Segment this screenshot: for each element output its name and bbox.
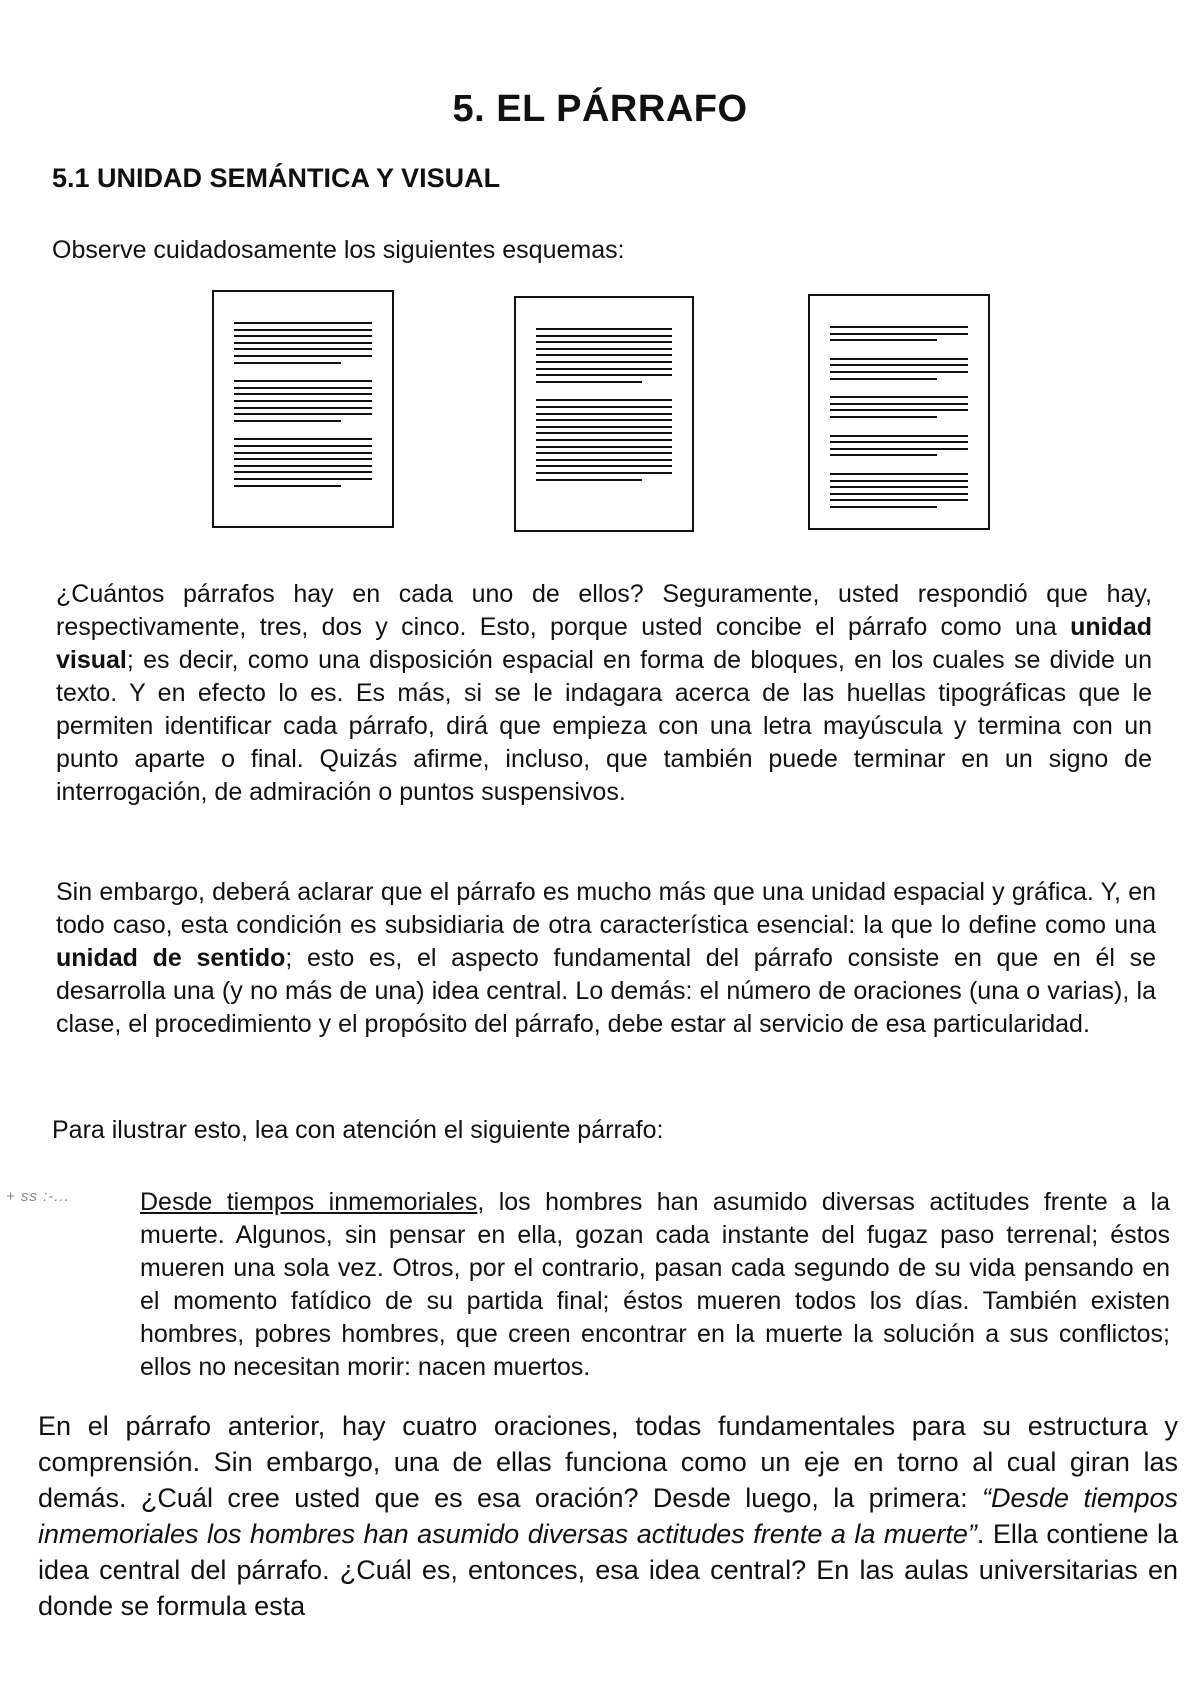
schema-text-line (536, 328, 672, 330)
schema-text-line (830, 441, 968, 443)
schema-text-line (234, 362, 341, 364)
bold-term-unit-of-meaning: unidad de sentido (56, 944, 286, 972)
schema-text-line (830, 499, 968, 501)
schema-text-line (234, 342, 372, 344)
paragraph-analysis (38, 1408, 1178, 1624)
paragraph-visual-unit (56, 578, 1152, 809)
schema-text-line (234, 438, 372, 440)
schema-text-line (536, 399, 672, 401)
schema-text-line (234, 420, 341, 422)
schema-text-line (830, 333, 968, 335)
paragraph4-text-continued: . Ella contiene la idea central del párrafo. ¿Cuál es, entonces, esa idea central? En las aulas universitarias en donde se formula esta (38, 1519, 1178, 1621)
paragraph2-text-continued: ; esto es, el aspecto fundamental del párrafo consiste en que en él se desarrolla una (y no más de una) idea central. Lo demás: el número de oraciones (una o varias), la clase, el procedimiento y el propósito del párrafo, debe estar al servicio de esa particularidad. (56, 944, 1156, 1038)
schema-text-line (830, 326, 968, 328)
paragraph2-text: Sin embargo, deberá aclarar que el párrafo es mucho más que una unidad espacial y gráfica. Y, en todo caso, esta condición es subsidiaria de otra característica esencial: la que lo define como una (56, 878, 1156, 939)
paragraph4-text: En el párrafo anterior, hay cuatro oraciones, todas fundamentales para su estructura y comprensión. Sin embargo, una de ellas funciona como un eje en torno al cual giran las demás. ¿Cuál cree usted que es esa oración? Desde luego, la primera: (38, 1411, 1178, 1513)
schema-text-line (234, 465, 372, 467)
schema-text-line (234, 485, 341, 487)
schema-text-line (536, 335, 672, 337)
schema-text-line (234, 478, 372, 480)
schema-text-line (234, 387, 372, 389)
schema-text-line (234, 400, 372, 402)
schema-text-line (830, 448, 968, 450)
bold-term-visual-unit: unidad visual (56, 613, 1152, 674)
schema-text-line (536, 439, 672, 441)
schema-text-line (536, 452, 672, 454)
schema-two-paragraphs (514, 296, 694, 532)
schema-text-line (234, 322, 372, 324)
schema-text-line (830, 506, 937, 508)
schema-text-line (234, 335, 372, 337)
page-title: 5. EL PÁRRAFO (452, 88, 748, 130)
schema-text-line (830, 364, 968, 366)
schema-text-line (830, 403, 968, 405)
schema-text-line (234, 471, 372, 473)
schema-text-line (830, 358, 968, 360)
schema-five-paragraphs (808, 294, 990, 530)
paragraph1-text-continued: ; es decir, como una disposición espacial en forma de bloques, en los cuales se divide un texto. Y en efecto lo es. Es más, si se le indagara acerca de las huellas tipográficas que le permiten identificar cada párrafo, dirá que empieza con una letra mayúscula y termina con un punto aparte o final. Quizás afirme, incluso, que también puede terminar en un signo de interrogación, de admiración o puntos suspensivos. (56, 646, 1152, 806)
schema-text-line (234, 413, 372, 415)
schema-text-line (536, 419, 672, 421)
schema-text-line (536, 432, 672, 434)
schema-three-paragraphs (212, 290, 394, 528)
schema-text-line (536, 374, 672, 376)
schema-text-line (536, 426, 672, 428)
paragraph-unit-of-meaning (56, 876, 1156, 1041)
schema-text-line (536, 341, 672, 343)
italic-quoted-sentence: “Desde tiempos inmemoriales los hombres han asumido diversas actitudes frente a la muerte” (38, 1483, 1178, 1549)
schema-text-line (536, 406, 672, 408)
schema-text-line (830, 480, 968, 482)
schema-text-line (830, 416, 937, 418)
quote-underlined-lead: Desde tiempos inmemoriales (140, 1188, 478, 1216)
schema-text-line (536, 354, 672, 356)
schema-text-line (830, 435, 968, 437)
schema-text-line (830, 396, 968, 398)
schema-text-line (536, 368, 672, 370)
schema-text-line (830, 493, 968, 495)
schema-text-line (234, 458, 372, 460)
schema-text-line (830, 371, 968, 373)
handwritten-margin-note: + ss :-... (6, 1188, 70, 1205)
schema-text-line (234, 407, 372, 409)
schema-text-line (536, 472, 672, 474)
schema-text-line (234, 445, 372, 447)
schema-text-line (536, 459, 672, 461)
schema-text-line (234, 452, 372, 454)
intro-text: Observe cuidadosamente los siguientes esquemas: (52, 236, 625, 264)
section-subtitle: 5.1 UNIDAD SEMÁNTICA Y VISUAL (52, 163, 501, 193)
schema-text-line (830, 473, 968, 475)
schema-text-line (830, 339, 937, 341)
paragraph1-text: ¿Cuántos párrafos hay en cada uno de ellos? Seguramente, usted respondió que hay, respectivamente, tres, dos y cinco. Esto, porque usted concibe el párrafo como una (56, 580, 1152, 641)
quote-text: , los hombres han asumido diversas actitudes frente a la muerte. Algunos, sin pensar en ella, gozan cada instante del fugaz paso terrenal; éstos mueren una sola vez. Otros, por el contrario, pasan cada segundo de su vida pensando en el momento fatídico de su partida final; éstos mueren todos los días. También existen hombres, pobres hombres, que creen encontrar en la muerte la solución a sus conflictos; ellos no necesitan morir: nacen muertos. (140, 1188, 1170, 1381)
schema-text-line (234, 393, 372, 395)
schema-text-line (830, 486, 968, 488)
schema-text-line (830, 454, 937, 456)
schema-text-line (234, 380, 372, 382)
schema-text-line (234, 355, 372, 357)
schema-text-line (536, 348, 672, 350)
schema-text-line (234, 329, 372, 331)
schema-text-line (830, 409, 968, 411)
schema-text-line (830, 378, 937, 380)
schema-text-line (536, 413, 672, 415)
schema-text-line (536, 361, 672, 363)
schema-text-line (536, 479, 642, 481)
schema-text-line (536, 465, 672, 467)
paragraph-illustrate: Para ilustrar esto, lea con atención el siguiente párrafo: (52, 1116, 664, 1144)
schema-text-line (536, 446, 672, 448)
example-quote-paragraph (140, 1186, 1170, 1384)
schema-text-line (234, 348, 372, 350)
schema-text-line (536, 381, 642, 383)
